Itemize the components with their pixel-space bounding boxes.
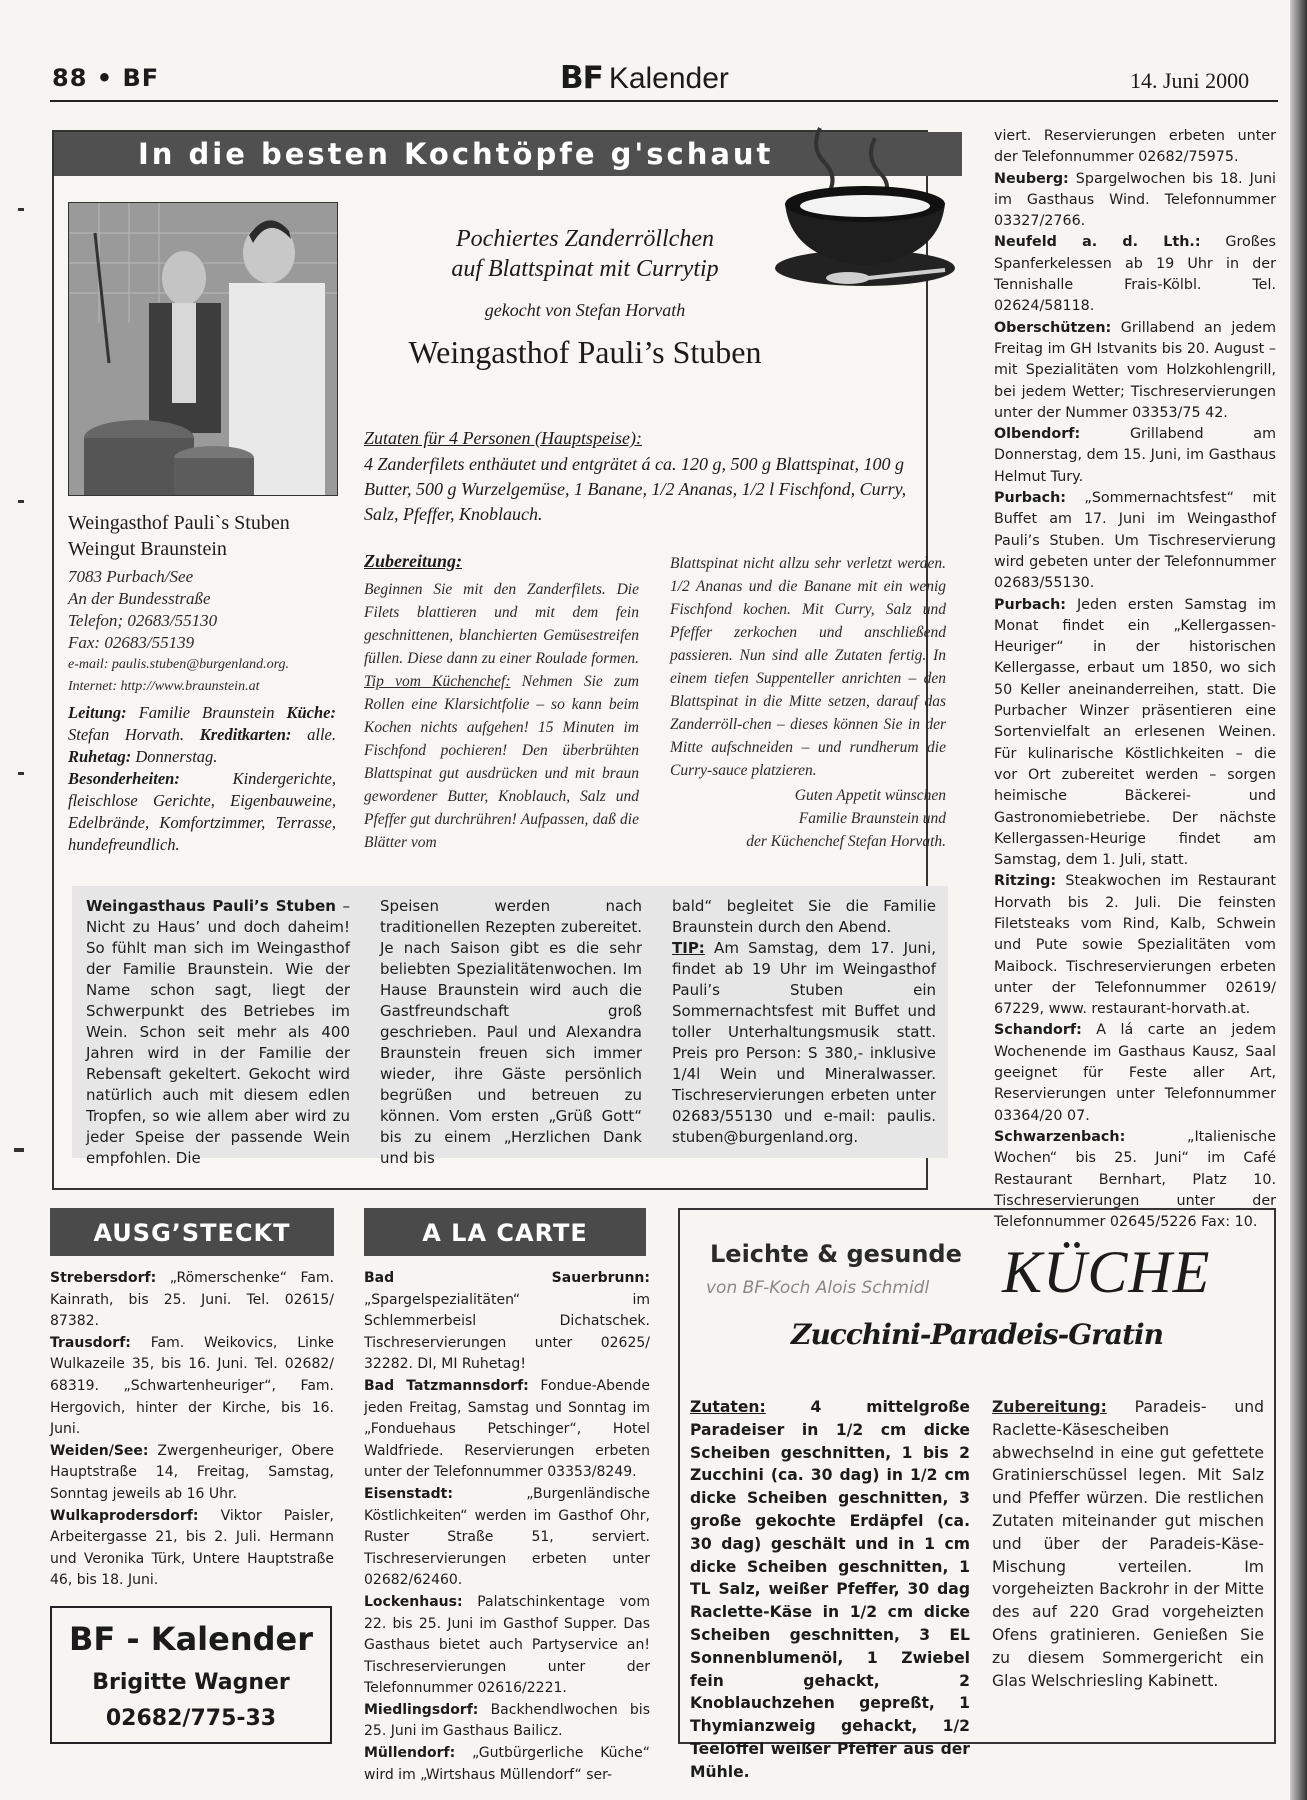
masthead-logo: BF [560,60,603,96]
kueche-label: Küche: [286,703,336,722]
kalender-phone: 02682/775-33 [105,1706,277,1731]
alacarte-entry-text: Palatschinkentage vom 22. bis 25. Juni im Gasthof Supper. Das Gasthaus bietet auch Partyservice an! Tischreservierungen unter der Telefonnummer 02616/2221. [364,1593,650,1697]
heuriger-entry-text: Zwergenheuriger, Obere Hauptstraße 14, Freitag, Samstag, Sonntag jeweils ab 16 Uhr. [50,1442,334,1502]
leitung-label: Leitung: [68,703,127,722]
kalender-title: BF - Kalender [68,1620,314,1658]
header-rule [50,100,1278,102]
preparation-col1 [364,578,639,854]
event-entry [994,424,1276,488]
alacarte-entry [364,1484,650,1592]
kueche-ingredients [690,1396,970,1784]
address-line2: An der Bundesstraße [68,589,211,608]
alacarte-entry [364,1592,650,1700]
right-column [994,126,1276,1233]
event-entry-text: Grillabend am Donnerstag, dem 15. Juni, im Gasthaus Helmut Tury. [994,426,1276,485]
page-edge [1290,0,1307,1800]
ruhetag-label: Ruhetag: [68,747,132,766]
chefs-photo [68,202,338,496]
alacarte-entry-place: Lockenhaus: [364,1593,463,1610]
event-entry [994,169,1276,233]
ingredients-heading: Zutaten für 4 Personen (Hauptspeise): [364,428,642,448]
alacarte-entry-place: Bad Tatzmannsdorf: [364,1377,529,1394]
address-line1: 7083 Purbach/See [68,567,194,586]
address-fax: Fax: 02683/55139 [68,633,195,652]
feature-banner: In die besten Kochtöpfe g'schaut [54,132,962,176]
event-entry-place: Oberschützen: [994,319,1112,336]
preparation-text1: Beginnen Sie mit den Zanderfilets. Die Filets blattieren und mit dem fein geschnittenen, blanchierten Gemüsestreifen füllen. Diese dann zu einer Roulade formen. [364,581,639,667]
address-email: e-mail: paulis.stuben@burgenland.org. [68,657,290,672]
event-entry-text: A lá carte an jedem Wochenende im Gasthaus Kausz, Saal geeignet für Feste aller Art, Reservierungen unter Telefonnummer 03364/20 07. [994,1022,1276,1124]
alacarte-entry-text: „Burgenländische Köstlichkeiten“ werden im Gasthof Ohr, Ruster Straße 51, serviert. Tischreservierungen erbeten unter 02682/62460. [364,1485,650,1589]
kalender-contact-box [50,1606,332,1744]
event-entry-place: Purbach: [994,490,1066,507]
event-entry-text: Grillabend an jedem Freitag im GH Istvanits bis 20. August – mit Spezialitäten vom Holzkohlengrill, bei jedem Wetter; Tischreservierungen unter der Nummer 03353/75 42. [994,319,1276,421]
heuriger-entry-place: Strebersdorf: [50,1270,157,1286]
event-entry-place: Neufeld a. d. Lth.: [994,234,1201,251]
address-name2: Weingut Braunstein [68,538,227,560]
ausgsteckt-list [50,1268,334,1592]
besonder-value: Kindergerichte, fleischlose Gerichte, Eigenbauweine, Edelbrände, Komfortzimmer, Terrasse, hundefreundlich. [68,769,336,854]
alacarte-entry-place: Miedlingsdorf: [364,1701,479,1718]
heuriger-entry-text: „Römerschenke“ Fam. Kainrath, bis 25. Juni. Tel. 02615/ 87382. [50,1270,334,1330]
alacarte-entry [364,1700,650,1743]
address-phone: Telefon; 02683/55130 [68,611,218,630]
margin-mark [18,208,24,211]
heuriger-entry-place: Wulkaprodersdorf: [50,1507,199,1524]
kueche-tagline: Leichte & gesunde [710,1240,962,1268]
masthead [560,60,729,96]
heuriger-entry-text: Viktor Paisler, Arbeitergasse 21, bis 2. Juli. Hermann und Veronika Türk, Untere Hauptstraße 46, bis 18. Juni. [50,1507,334,1589]
kueche-ing-label: Zutaten: [690,1398,766,1416]
tip-label: TIP: [672,939,705,957]
info-col2: Speisen werden nach traditionellen Rezepten zubereitet. Je nach Saison gibt es die sehr beliebten Spezialitätenwochen. Im Hause Braunstein wird auch die Gastfreundschaft groß geschrieben. Paul und Alexandra Braunstein freuen sich immer wieder, ihre Gäste persönlich begrüßen und betreuen zu können. Vom ersten „Grüß Gott“ bis zu einem „Herzlichen Dank und bis [380,897,642,1167]
event-entry [994,488,1276,594]
event-entry [994,1020,1276,1126]
event-entry [994,318,1276,424]
kueche-dish: Zucchini-Paradeis-Gratin [791,1318,1163,1351]
event-entry-text: „Italienische Wochen“ bis 25. Juni“ im Café Restaurant Bernhart, Platz 10. Tischreservierungen unter der Telefonnummer 02645/5226 Fax: 10. [994,1128,1276,1231]
heuriger-entry-text: Fam. Weikovics, Linke Wulkazeile 35, bis 16. Juni. Tel. 02682/ 68319. „Schwartenheuriger“, Fam. Hergovich, hinter der Kirche, bis 16. Juni. [50,1334,334,1438]
signature-line3: der Küchenchef Stefan Horvath. [746,833,946,850]
event-entry-text: „Sommernachtsfest“ mit Buffet am 17. Juni im Weingasthof Pauli’s Stuben. Um Tischreservierung wird gebeten unter der Telefonnummer 02683/55130. [994,490,1276,592]
alacarte-entry-text: Fondue-Abende jeden Freitag, Samstag und Sonntag im „Fonduehaus Petschinger“, Hotel Waldfriede. Reservierungen erbeten unter der Telefonnummer 03353/8249. [364,1377,650,1481]
kueche-title: KÜCHE [1002,1239,1211,1305]
dish-title-line1: Pochiertes Zanderröllchen [456,226,714,252]
info-col1-text: – Nicht zu Haus’ und doch daheim! So fühlt man sich im Weingasthof der Familie Braunstein. Wie der Name schon sagt, liegt der Schwerpunkt des Betriebes im Wein. Schon seit mehr als 400 Jahren wird in der Familie der Rebensaft gekeltert. Gekocht wird natürlich auch mit diesem edlen Tropfen, so wie allem aber wird zu jeder Speise der passende Wein empfohlen. Die [86,897,350,1167]
info-col1 [86,896,350,1169]
alacarte-entry [364,1268,650,1376]
event-entry-place: Olbendorf: [994,426,1081,443]
leitung-value: Familie Braunstein [126,703,287,722]
kueche-preparation [992,1396,1264,1692]
info-title: Weingasthaus Pauli’s Stuben [86,897,336,915]
alacarte-entry-text: „Spargelspezialitäten“ im Schlemmerbeisl Dichatschek. Tischreservierungen unter 02625/ 32282. DI, MI Ruhetag! [364,1291,650,1373]
right-column-entries [994,169,1276,1234]
info-tip-text: Am Samstag, dem 17. Juni, findet ab 19 Uhr im Weingasthof Pauli’s Stuben ein Sommernachtsfest mit Buffet und toller Unterhaltungsmusik statt. Preis pro Person: S 380,- inklusive 1/4l Wein und Mineralwasser. Tischreservierungen erbeten unter 02683/55130 und e-mail: paulis. stuben@burgenland.org. [672,939,936,1146]
cooked-by: gekocht von Stefan Horvath [484,300,686,320]
event-entry [994,871,1276,1020]
event-entry-text: Steakwochen im Restaurant Horvath bis 2. Juli. Die feinsten Filetsteaks vom Rind, Kalb, Schwein und Pute sowie Spezialitäten vom Maibock. Tischreservierungen erbeten unter der Telefonnummer 02619/ 67229, www. restaurant-horvath.at. [994,873,1276,1018]
alacarte-entry-place: Müllendorf: [364,1745,456,1762]
kalender-editor: Brigitte Wagner [92,1670,290,1695]
besonder-label: Besonderheiten: [68,769,180,788]
alacarte-entry-text: Backhendlwochen bis 25. Juni im Gasthaus Bailicz. [364,1701,650,1740]
kueche-prep-label: Zubereitung: [992,1398,1107,1416]
alacarte-entry [364,1376,650,1484]
alacarte-entry [364,1743,650,1786]
event-entry-place: Schwarzenbach: [994,1128,1126,1145]
kredit-value: alle. [291,725,336,744]
right-column-intro: viert. Reservierungen erbeten unter der Telefonnummer 02682/75975. [994,128,1276,166]
kredit-label: Kreditkarten: [199,725,292,744]
heuriger-entry [50,1333,334,1441]
dish-title-line2: auf Blattspinat mit Currytip [451,256,719,282]
event-entry-text: Spargelwochen bis 18. Juni im Gasthaus Wind. Telefonnummer 03327/2766. [994,170,1276,230]
alacarte-entry-text: „Gutbürgerliche Küche“ wird im „Wirtshaus Müllendorf“ ser- [364,1745,650,1783]
ausgsteckt-header: AUSG’STECKT [50,1208,334,1256]
event-entry-place: Schandorf: [994,1022,1082,1039]
restaurant-title: Weingasthof Pauli’s Stuben [408,334,762,370]
info-col3-text: bald“ begleitet Sie die Familie Braunstein durch den Abend. [672,897,936,936]
kueche-author: von BF-Koch Alois Schmidl [706,1278,930,1298]
margin-mark [14,1148,24,1152]
restaurant-details [68,702,336,856]
heuriger-entry-place: Trausdorf: [50,1334,131,1351]
ruhetag-value: Donnerstag. [131,747,218,766]
signature-line1: Guten Appetit wünschen [794,787,946,804]
event-entry-text: Jeden ersten Samstag im Monat findet ein „Kellergassen-Heuriger“ in der historischen Kellergasse, erbaut um 1850, wo sich 50 Keller aneinanderreihen, statt. Die Purbacher Winzer präsentieren eine Sortenvielfalt an erlesenen Weinen. Für kulinarische Köstlichkeiten – die vor Ort zubereitet werden – sorgen heimische Bäckerei- und Gastronomiebetriebe. Der nächste Kellergassen-Heurige findet am Samstag, dem 1. Juli, statt. [994,596,1276,869]
alacarte-header: A LA CARTE [364,1208,646,1256]
heuriger-entry [50,1441,334,1506]
kueche-value: Stefan Horvath. [68,725,200,744]
alacarte-list [364,1268,650,1786]
margin-mark [18,500,24,503]
address-name1: Weingasthof Pauli`s Stuben [68,512,290,534]
heuriger-entry [50,1268,334,1333]
margin-mark [18,772,24,775]
signature-line2: Familie Braunstein und [798,810,946,827]
event-entry [994,595,1276,872]
kueche-prep-text: Paradeis- und Raclette-Käsescheiben abwechselnd in eine gut gefettete Gratinierschüssel legen. Mit Salz und Pfeffer würzen. Die restlichen Zutaten miteinander gut mischen und über der Paradeis-Käse-Mischung verteilen. Im vorgeheizten Backrohr in der Mitte des auf 220 Grad vorgeheizten Ofens gratinieren. Genießen Sie zu diesem Sommergericht ein Glas Welschriesling Kabinett. [992,1398,1264,1690]
alacarte-entry-place: Eisenstadt: [364,1485,453,1502]
info-col3 [672,896,936,1148]
masthead-title: Kalender [608,62,729,95]
event-entry-place: Neuberg: [994,170,1069,187]
heuriger-entry [50,1506,334,1592]
address-internet: Internet: http://www.braunstein.at [68,679,260,694]
ingredients-text: 4 Zanderfilets enthäutet und entgrätet á ca. 120 g, 500 g Blattspinat, 100 g Butter, 500 g Wurzelgemüse, 1 Banane, 1/2 Ananas, 1/2 l Fischfond, Curry, Salz, Pfeffer, Knoblauch. [364,454,907,524]
kueche-ing-text: 4 mittelgroße Paradeiser in 1/2 cm dicke Scheiben geschnitten, 1 bis 2 Zucchini (ca. 30 dag) in 1/2 cm dicke Scheiben geschnitten, 3 große gekochte Erdäpfel (ca. 30 dag) geschält und in 1 cm dicke Scheiben geschnitten, 1 TL Salz, weißer Pfeffer, 30 dag Raclette-Käse in 1/2 cm dicke Scheiben geschnitten, 3 EL Sonnenblumenöl, 1 Zwiebel fein gehackt, 2 Knoblauchzehen gepreßt, 1 Thymianzweig gehackt, 1/2 Teelöffel weißer Pfeffer aus der Mühle. [690,1398,970,1781]
alacarte-entry-place: Bad Sauerbrunn: [364,1270,650,1286]
heuriger-entry-place: Weiden/See: [50,1442,149,1459]
event-entry-place: Ritzing: [994,873,1057,890]
event-entry [994,232,1276,317]
event-entry-place: Purbach: [994,596,1066,613]
issue-date: 14. Juni 2000 [1130,68,1250,93]
address-block [68,566,336,698]
event-entry-text: Großes Spanferkelessen ab 19 Uhr in der Tennishalle Frais-Kölbl. Tel. 02624/58118. [994,234,1277,315]
signature [670,784,946,853]
page-number: 88 • BF [52,64,160,92]
chef-tip-label: Tip vom Küchenchef: [364,673,511,690]
chefs-photo-drawing [69,203,337,495]
preparation-heading: Zubereitung: [364,551,463,571]
preparation-text2: Nehmen Sie zum Rollen eine Klarsichtfolie – so kann beim Kochen nichts aufgehen! 15 Minuten im Fischfond pochieren! Den überbrühten Blattspinat gut ausdrücken und mit braun gewordener Butter, Knoblauch, Salz und Pfeffer gut durchrühren! Aufpassen, daß die Blätter vom [364,673,639,851]
preparation-col2: Blattspinat nicht allzu sehr verletzt werden. 1/2 Ananas und die Banane mit ein wenig Fischfond kochen. Mit Curry, Salz und Pfeffer zerkochen und anschließend passieren. Nun sind alle Zutaten fertig. In einem tiefen Suppenteller anrichten – den Blattspinat in die Mitte setzen, darauf das Zanderröll-chen – dieses können Sie in der Mitte aufschneiden – und rundherum die Curry-sauce platzieren. [670,555,946,779]
